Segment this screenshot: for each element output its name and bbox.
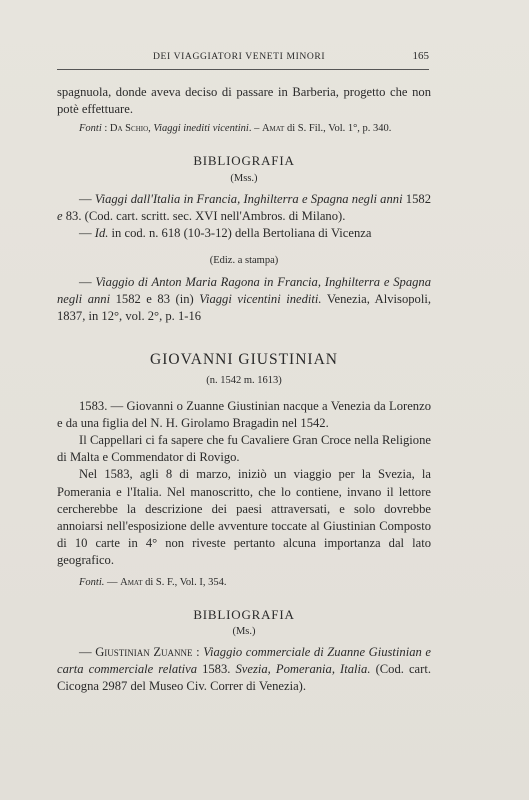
continuation-paragraph: spagnuola, donde aveva deciso di passare in Barberia, progetto che non potè effettuare.: [57, 85, 431, 117]
bibliography-entry: — Viaggi dall'Italia in Francia, Inghilterra e Spagna negli anni 1582 e 83. (Cod. cart. scritt. sec. XVI nell'Ambros. di Milano).: [57, 191, 431, 224]
printed-label: (Ediz. a stampa): [209, 255, 279, 267]
source-author: Amat: [261, 123, 285, 135]
body-paragraph: 1583. — Giovanni o Zuanne Giustinian nacque a Venezia da Lorenzo e da una figlia del N. H. Girolamo Bragadin nel 1542.: [57, 398, 431, 430]
page-number: 165: [412, 50, 429, 62]
source-author: Da Schio: [109, 123, 149, 135]
bibliography-heading: BIBLIOGRAFIA: [193, 153, 295, 169]
sources-note-1: Fonti : Da Schio, Viaggi inediti vicentini. – Amat di S. Fil., Vol. 1°, p. 340.: [79, 123, 392, 135]
ms-label: (Ms.): [232, 625, 256, 637]
person-dates: (n. 1542 m. 1613): [206, 375, 282, 387]
bibliography-entry: — Id. in cod. n. 618 (10-3-12) della Bertoliana di Vicenza: [79, 226, 372, 241]
body-paragraph: Nel 1583, agli 8 di marzo, iniziò un viaggio per la Svezia, la Pomerania e l'Italia. Nel manoscritto, che lo contiene, invano il lettore cercherebbe la descrizione dei paesi attraversati, e solo dovrebbe annoiarsi nell'esposizione delle avventure toccate al Giustinian Composto di 10 carte in 4° non riveste pertanto alcuna importanza dal lato geografico.: [57, 467, 431, 568]
header-rule: [57, 69, 429, 70]
running-title: DEI VIAGGIATORI VENETI MINORI: [153, 51, 326, 62]
person-heading: GIOVANNI GIUSTINIAN: [150, 351, 338, 369]
sources-note-2: Fonti. — Amat di S. F., Vol. I, 354.: [79, 576, 227, 588]
bibliography-entry: — Viaggio di Anton Maria Ragona in Francia, Inghilterra e Spagna negli anni 1582 e 83 (in) Viaggi vicentini inediti. Venezia, Alvisopoli, 1837, in 12°, vol. 2°, p. 1-16: [57, 274, 432, 324]
mss-label: (Mss.): [230, 172, 258, 184]
body-paragraph: Il Cappellari ci fa sapere che fu Cavaliere Gran Croce nella Religione di Malta e Commendator di Rovigo.: [57, 433, 431, 465]
page-body: [57, 84, 431, 696]
source-work: Viaggi inediti vicentini: [153, 123, 249, 135]
bibliography-heading: BIBLIOGRAFIA: [193, 606, 295, 622]
bibliography-entry: — Giustinian Zuanne : Viaggio commerciale di Zuanne Giustinian e carta commerciale relativa 1583. Svezia, Pomerania, Italia. (Cod. cart. Cicogna 2987 del Museo Civ. Correr di Venezia).: [57, 645, 431, 694]
